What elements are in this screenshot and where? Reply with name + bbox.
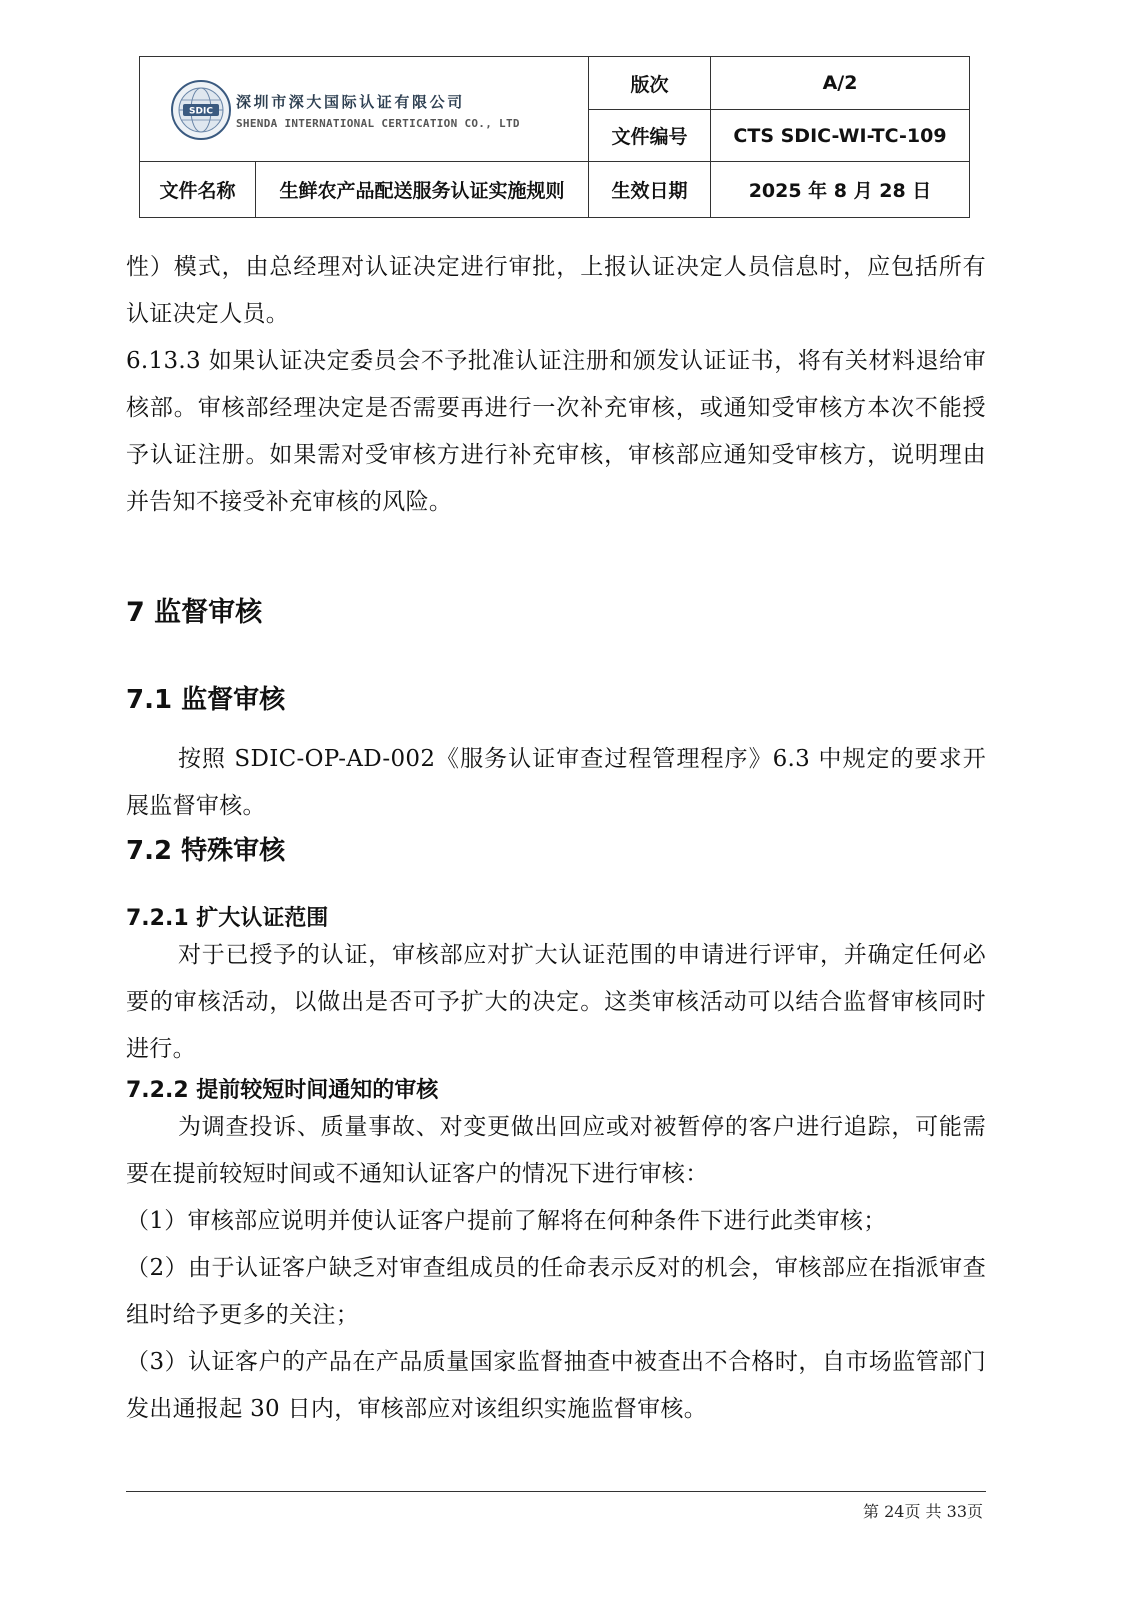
footer-divider	[126, 1491, 986, 1492]
doc-number-value: CTS SDIC-WI-TC-109	[711, 110, 970, 162]
paragraph-6-13-3: 6.13.3 如果认证决定委员会不予批准认证注册和颁发认证证书，将有关材料退给审核部。审核部经理决定是否需要再进行一次补充审核，或通知受审核方本次不能授予认证注册。如果需对受审核方进行补充审核，审核部应通知受审核方，说明理由并告知不接受补充审核的风险。	[126, 348, 986, 515]
globe-logo-icon	[170, 79, 232, 141]
paragraph-7-2-2: 为调查投诉、质量事故、对变更做出回应或对被暂停的客户进行追踪，可能需要在提前较短时间或不通知认证客户的情况下进行审核：	[126, 1114, 986, 1187]
version-label: 版次	[589, 57, 711, 110]
company-name-en: SHENDA INTERNATIONAL CERTICATION CO., LTD	[236, 117, 520, 130]
section-heading-7-2: 7.2 特殊审核	[126, 836, 286, 866]
doc-name-label: 文件名称	[140, 162, 256, 218]
effective-date-label: 生效日期	[589, 162, 711, 218]
company-name-cn: 深圳市深大国际认证有限公司	[236, 93, 465, 111]
paragraph-7-2-1: 对于已授予的认证，审核部应对扩大认证范围的申请进行评审，并确定任何必要的审核活动，以做出是否可予扩大的决定。这类审核活动可以结合监督审核同时进行。	[126, 942, 986, 1062]
paragraph-7-1: 按照 SDIC-OP-AD-002《服务认证审查过程管理程序》6.3 中规定的要求开展监督审核。	[126, 746, 986, 819]
list-item-1: （1）审核部应说明并使认证客户提前了解将在何种条件下进行此类审核；	[126, 1208, 887, 1234]
paragraph-continuation: 性）模式，由总经理对认证决定进行审批，上报认证决定人员信息时，应包括所有认证决定人员。	[126, 254, 986, 327]
effective-date-value: 2025 年 8 月 28 日	[711, 162, 970, 218]
section-heading-7-2-2: 7.2.2 提前较短时间通知的审核	[126, 1078, 439, 1103]
company-logo	[170, 79, 570, 143]
section-heading-7-1: 7.1 监督审核	[126, 685, 286, 715]
doc-name-value: 生鲜农产品配送服务认证实施规则	[256, 162, 589, 218]
company-logo-cell	[140, 57, 589, 162]
logo-mark-text: SDIC	[189, 106, 213, 117]
version-value: A/2	[711, 57, 970, 110]
section-heading-7-2-1: 7.2.1 扩大认证范围	[126, 906, 329, 931]
section-heading-7: 7 监督审核	[126, 597, 263, 628]
doc-number-label: 文件编号	[589, 110, 711, 162]
document-body	[126, 244, 986, 1433]
list-item-2: （2）由于认证客户缺乏对审查组成员的任命表示反对的机会，审核部应在指派审查组时给予更多的关注；	[126, 1255, 986, 1328]
page-number: 第 24页 共 33页	[863, 1502, 983, 1521]
document-header-table	[139, 56, 970, 218]
list-item-3: （3）认证客户的产品在产品质量国家监督抽查中被查出不合格时，自市场监管部门发出通报起 30 日内，审核部应对该组织实施监督审核。	[126, 1349, 986, 1422]
